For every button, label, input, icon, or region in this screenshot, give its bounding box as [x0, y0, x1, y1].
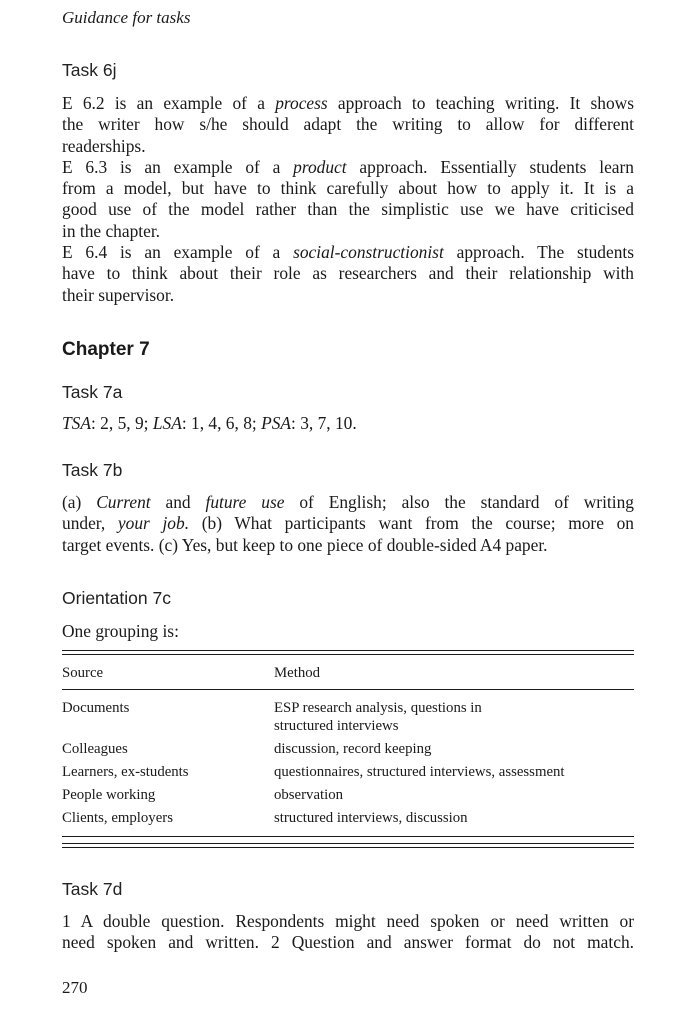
table-rule-bottom [62, 843, 634, 844]
table-header-method: Method [274, 665, 321, 681]
task-6j-heading: Task 6j [62, 60, 117, 80]
table-cell-method: structured interviews [274, 718, 399, 734]
page-number: 270 [62, 978, 88, 997]
task-7d-text [62, 911, 634, 954]
task-7d-line: need spoken and written. 2 Question and answer format do not match. [62, 932, 634, 953]
task-7a-line: TSA: 2, 5, 9; LSA: 1, 4, 6, 8; PSA: 3, 7, 10. [62, 413, 357, 433]
running-head: Guidance for tasks [62, 8, 191, 27]
task-7b-heading: Task 7b [62, 460, 123, 480]
task-7d-line: 1 A double question. Respondents might need spoken or need written or [62, 911, 634, 931]
table-cell-method: structured interviews, discussion [274, 810, 468, 826]
task-7a-text [62, 413, 634, 434]
table-rule-bottom [62, 836, 634, 837]
task-7b-line: under, your job. (b) What participants want from the course; more on [62, 513, 635, 534]
task-7d-heading: Task 7d [62, 879, 123, 899]
task-7b-line: target events. (c) Yes, but keep to one piece of double-sided A4 paper. [62, 534, 548, 555]
task-7a-heading: Task 7a [62, 382, 123, 402]
task-7b-line: (a) Current and future use of English; also the standard of writing [62, 492, 634, 512]
table-cell-method: questionnaires, structured interviews, assessment [274, 764, 565, 780]
chapter-title: Chapter 7 [62, 339, 150, 360]
table-rule-bottom [62, 847, 634, 848]
task-6j-line: have to think about their role as researchers and their relationship with [62, 263, 634, 284]
task-6j-line: good use of the model rather than the simplistic use we have criticised [62, 199, 634, 220]
task-6j-line: in the chapter. [62, 220, 161, 241]
orientation-7c-heading: Orientation 7c [62, 588, 171, 608]
task-6j-line: the writer how s/he should adapt the writing to allow for different [62, 114, 634, 135]
task-6j-line: E 6.2 is an example of a process approach to teaching writing. It shows [62, 93, 634, 113]
table-rule-header [62, 689, 634, 690]
table-cell-method: discussion, record keeping [274, 741, 432, 757]
table-cell-source: People working [62, 787, 156, 803]
task-7b-text [62, 492, 634, 556]
task-6j-line: E 6.3 is an example of a product approach. Essentially students learn [62, 156, 635, 177]
table-cell-method: ESP research analysis, questions in [274, 700, 482, 716]
task-6j-text [62, 93, 634, 306]
table-cell-source: Colleagues [62, 741, 128, 757]
table-rule-top [62, 654, 634, 655]
task-6j-line: from a model, but have to think carefully about how to apply it. It is a [62, 178, 634, 199]
table-cell-source: Clients, employers [62, 810, 173, 826]
task-6j-line: E 6.4 is an example of a social-constructionist approach. The students [62, 242, 634, 263]
task-6j-line: their supervisor. [62, 284, 175, 305]
table-cell-source: Documents [62, 700, 130, 716]
table-rule-top [62, 650, 634, 651]
table-cell-method: observation [274, 787, 344, 803]
table-cell-source: Learners, ex-students [62, 764, 189, 780]
orientation-7c-intro: One grouping is: [62, 621, 179, 641]
table-header-source: Source [62, 665, 104, 681]
task-6j-line: readerships. [62, 135, 146, 156]
